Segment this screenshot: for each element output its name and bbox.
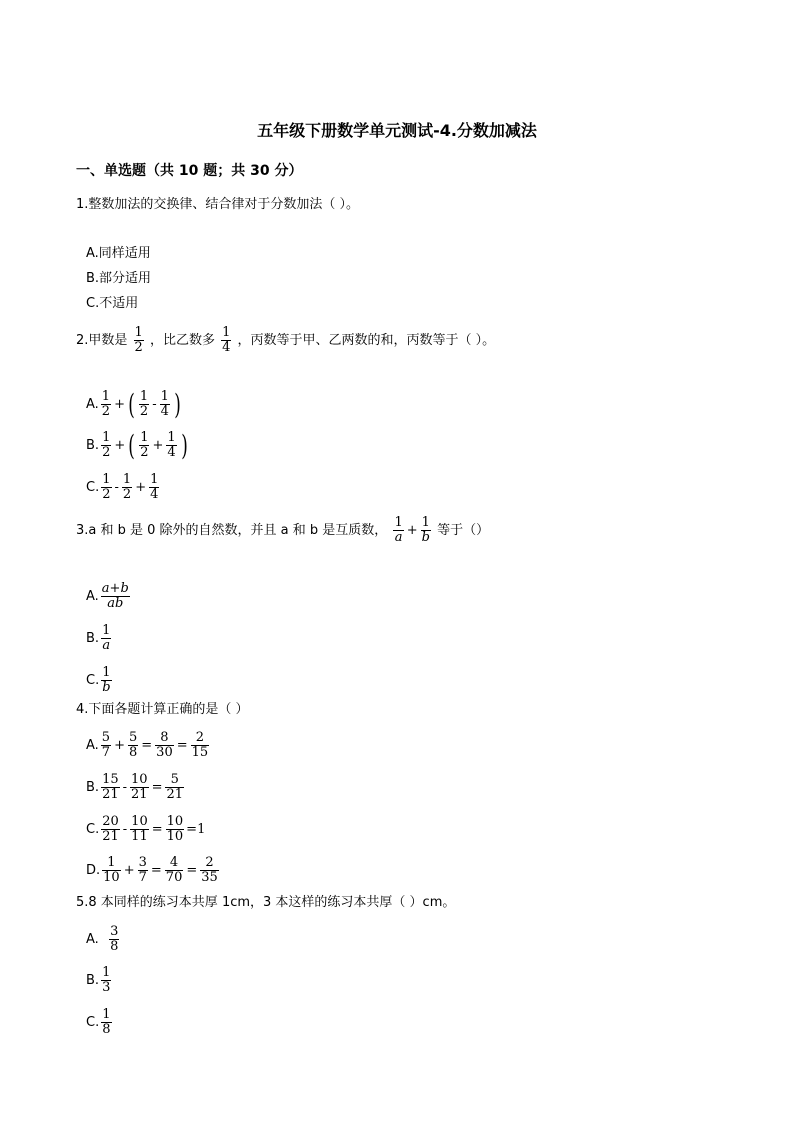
question-5-option-b: B. $\frac{1}{3}$: [86, 965, 111, 995]
fraction: $\frac{1}{b}$: [102, 665, 111, 695]
question-4-stem: 4.下面各题计算正确的是（ ）: [76, 702, 249, 717]
question-3-option-b: B. $\frac{1}{a}$: [86, 623, 111, 653]
question-2-option-b: B. $\frac{1}{2}$ + ( $\frac{1}{2}$ + $\frac{1}{4}$ ): [86, 428, 188, 462]
fraction: $\frac{1}{a}$: [394, 515, 403, 545]
fraction: $\frac{1}{2}$: [102, 472, 111, 502]
fraction: $\frac{1}{4}$: [167, 430, 176, 460]
question-1-option-c: C.不适用: [86, 296, 139, 311]
fraction: $\frac{10}{10}$: [166, 814, 184, 844]
fraction: $\frac{3}{8}$: [110, 924, 119, 954]
question-4-option-c: C. $\frac{20}{21}$ - $\frac{10}{11}$ = $\frac{10}{10}$ =1: [86, 814, 206, 844]
question-2-text-mid: ，比乙数多: [149, 333, 215, 348]
fraction: $\frac{1}{2}$: [140, 430, 149, 460]
question-2-text-post: ，丙数等于甲、乙两数的和，丙数等于（ ）。: [237, 333, 496, 348]
fraction: $\frac{8}{30}$: [156, 730, 173, 760]
question-5-option-c: C. $\frac{1}{8}$: [86, 1007, 111, 1037]
question-2-option-c: C. $\frac{1}{2}$ - $\frac{1}{2}$ + $\frac{1}{4}$: [86, 472, 159, 502]
question-3-option-c: C. $\frac{1}{b}$: [86, 665, 111, 695]
question-3-stem: 3.a 和 b 是 0 除外的自然数，并且 a 和 b 是互质数， $\frac{1}{a}$ + $\frac{1}{b}$ 等于（）: [76, 515, 490, 545]
fraction: $\frac{1}{4}$: [222, 325, 231, 355]
fraction: $\frac{1}{2}$: [122, 472, 132, 502]
fraction: $\frac{1}{2}$: [102, 430, 111, 460]
fraction: $\frac{3}{7}$: [138, 855, 147, 885]
fraction: $\frac{1}{3}$: [102, 965, 111, 995]
fraction: $\frac{2}{15}$: [191, 730, 209, 760]
fraction: $\frac{1}{2}$: [101, 389, 111, 419]
fraction: $\frac{2}{35}$: [201, 855, 218, 885]
question-5-option-a: A. $\frac{3}{8}$: [86, 924, 119, 954]
question-3-text-post: 等于（）: [437, 523, 490, 538]
fraction: $\frac{1}{4}$: [160, 389, 169, 419]
question-1-option-b: B.部分适用: [86, 271, 152, 286]
question-1-option-a: A.同样适用: [86, 246, 151, 261]
question-3-option-a: A. $\frac{a+b}{ab}$: [86, 581, 129, 611]
fraction: $\frac{10}{11}$: [131, 814, 148, 844]
section-heading: 一、单选题（共 10 题；共 30 分）: [76, 163, 303, 179]
fraction: $\frac{1}{b}$: [421, 515, 430, 545]
fraction: $\frac{4}{70}$: [165, 855, 183, 885]
fraction: $\frac{5}{7}$: [101, 730, 111, 760]
question-1-stem: 1.整数加法的交换律、结合律对于分数加法（ ）。: [76, 197, 360, 212]
question-2-option-a: A. $\frac{1}{2}$ + ( $\frac{1}{2}$ - $\frac{1}{4}$ ): [86, 387, 181, 421]
question-4-option-d: D. $\frac{1}{10}$ + $\frac{3}{7}$ = $\frac{4}{70}$ = $\frac{2}{35}$: [86, 855, 218, 885]
fraction: $\frac{15}{21}$: [102, 772, 119, 802]
fraction: $\frac{5}{8}$: [128, 730, 138, 760]
fraction: $\frac{5}{21}$: [166, 772, 184, 802]
fraction: $\frac{1}{a}$: [102, 623, 111, 653]
fraction: $\frac{1}{8}$: [102, 1007, 111, 1037]
fraction: $\frac{1}{2}$: [134, 325, 143, 355]
question-4-option-a: A. $\frac{5}{7}$ + $\frac{5}{8}$ = $\frac{8}{30}$ = $\frac{2}{15}$: [86, 730, 209, 760]
page-title: 五年级下册数学单元测试-4.分数加减法: [257, 121, 537, 140]
fraction: $\frac{20}{21}$: [102, 814, 119, 844]
question-5-stem: 5.8 本同样的练习本共厚 1cm，3 本这样的练习本共厚（ ）cm。: [76, 895, 456, 910]
fraction: $\frac{10}{21}$: [131, 772, 148, 802]
fraction: $\frac{1}{4}$: [150, 472, 159, 502]
fraction: $\frac{1}{2}$: [139, 389, 149, 419]
question-3-text-pre: 3.a 和 b 是 0 除外的自然数，并且 a 和 b 是互质数，: [76, 523, 388, 538]
fraction: $\frac{a+b}{ab}$: [101, 581, 129, 611]
question-2-stem: [76, 326, 495, 355]
question-4-option-b: B. $\frac{15}{21}$ - $\frac{10}{21}$ = $\frac{5}{21}$: [86, 772, 184, 802]
fraction: $\frac{1}{10}$: [103, 855, 120, 885]
question-2-text-pre: 2.甲数是: [76, 333, 128, 348]
